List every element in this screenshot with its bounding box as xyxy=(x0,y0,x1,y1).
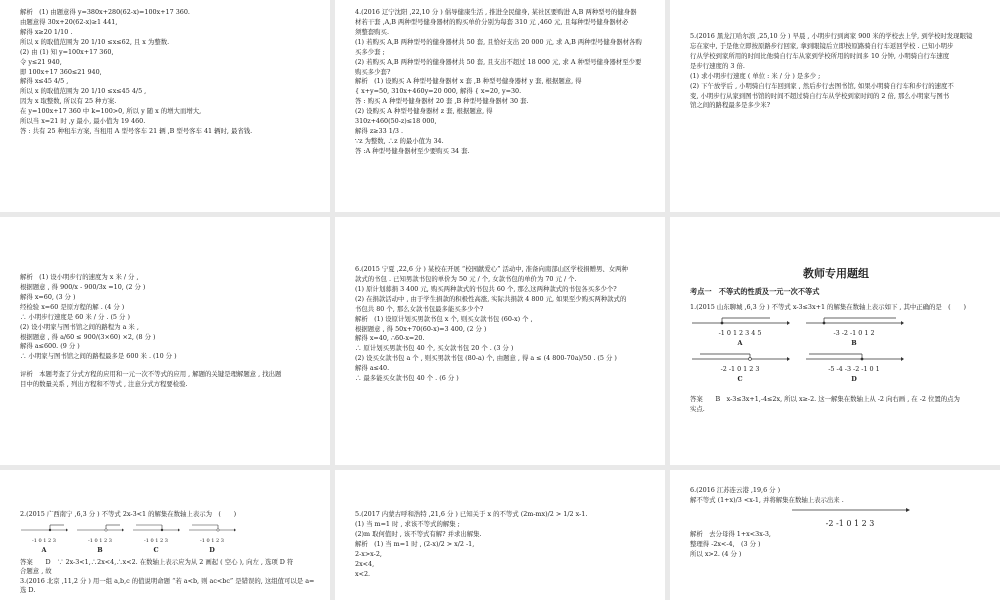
panel-problem-5b xyxy=(335,470,665,600)
number-line-option xyxy=(76,524,124,556)
number-line-ticks: -2 -1 0 1 2 3 xyxy=(825,518,875,528)
text-line: 所以 x 的取值范围为 20 1/10 ≤x≤45 4/5 , xyxy=(20,87,147,96)
text-line: 书包共 80 个, 那么女款书包最多能买多少个? xyxy=(355,304,484,313)
text-line: ∴ 小明步行速度是 60 米 / 分 . (5 分 ) xyxy=(20,312,130,321)
option-label: A xyxy=(737,339,743,348)
text-line: 须整套购买. xyxy=(355,27,389,36)
text-line: 购买多少套? xyxy=(355,67,391,76)
text-line: x<2. xyxy=(355,569,371,578)
option-label: B xyxy=(851,339,857,348)
text-line: 变, 小明步行从家到图书馆的时间不超过骑自行车从学校到家时间的 2 倍, 那么小明家与图书 xyxy=(690,91,950,100)
text-line: 解得 x≥20 1/10 . xyxy=(20,27,73,36)
text-line: (2) 设购买 A 种型号健身器材 z 套, 根据题意, 得 xyxy=(355,107,493,116)
number-line-option xyxy=(690,353,790,385)
text-line: 解不等式 (1+x)/3 <x-1, 并将解集在数轴上表示出来 . xyxy=(690,495,844,504)
text-line: 解得 z≥33 1/3 . xyxy=(355,127,404,136)
number-line-figure xyxy=(790,506,910,530)
text-line: (2)m 取何值时 , 该不等式有解? 并求出解集. xyxy=(355,529,482,538)
text-line: 解得 x=60, (3 分 ) xyxy=(20,292,76,301)
text-line: 310z+460(50-z)≤18 000, xyxy=(355,117,437,126)
text-line: 馆之间的路程最多是多少米? xyxy=(690,101,771,110)
text-line: 6.(2016 江苏连云港 ,19,6 分 ) xyxy=(690,486,781,494)
text-line: ∴ 最多能买女款书包 40 个 . (6 分 ) xyxy=(355,374,459,383)
text-line: 目中的数量关系 , 列出方程和不等式 , 注意分式方程要检验. xyxy=(20,380,188,389)
option-label: D xyxy=(209,545,215,554)
text-line: 买多少套 ; xyxy=(355,47,385,56)
text-line: (2) 设小明家与图书馆之间的路程为 a 米 , xyxy=(20,322,139,331)
number-line-option xyxy=(690,317,790,349)
answer-text: 答案 D ∵ 2x-3<1,∴2x<4,∴x<2. 在数轴上表示应为从 2 画起 ( 空心 ), 向左 , 选项 D 符 xyxy=(20,557,294,566)
text-line: 令 y≤21 940, xyxy=(20,57,62,66)
text-line: ∵z 为整数, ∴z 的最小值为 34. xyxy=(355,136,444,145)
number-line-icon xyxy=(804,353,904,365)
text-line: 在 y=100x+17 360 中 k=100>0, 所以 y 随 x 的增大而增大, xyxy=(20,107,202,116)
number-line-icon xyxy=(132,524,180,534)
text-line: 答 : 共有 25 种租车方案, 当租用 A 型号客车 21 辆 ,B 型号客车 41 辆时, 最省钱. xyxy=(20,127,253,136)
text-line: 5.(2017 内蒙古呼和浩特 ,21,6 分 ) 已知关于 x 的不等式 (2m-mx)/2 > 1/2 x-1. xyxy=(355,510,588,518)
panel-problem-6 xyxy=(335,217,665,465)
text-line: 解析 (1) 当 m=1 时 , (2-x)/2 > x/2 -1, xyxy=(355,539,475,548)
number-line-row xyxy=(690,317,982,349)
section-title: 教师专用题组 xyxy=(803,267,869,280)
panel-problem-6b xyxy=(670,470,1000,600)
answer-side-note: 选 D. xyxy=(20,586,36,594)
text-line: (2) 在捐款活动中 , 由于学生捐款的积极性高涨, 实际共捐款 4 800 元, 如果至少购买两种款式的 xyxy=(355,294,627,303)
number-line-ticks: -3 -2 -1 0 1 2 xyxy=(833,329,875,338)
panel-solution-5 xyxy=(0,217,330,465)
number-line-ticks: -1 0 1 2 3 xyxy=(32,537,56,544)
text-line: (2) 设买女款书包 a 个 , 则买男款书包 (80-a) 个, 由题意 , 得 a ≤ (4 800-70a)/50 . (5 分 ) xyxy=(355,354,617,363)
number-line-option xyxy=(804,353,904,385)
number-line-row xyxy=(20,524,312,556)
text-line: 款式的书包 . 已知男款书包的单价为 50 元 / 个, 女款书包的单价为 70 元 / 个. xyxy=(355,274,577,283)
number-line-ticks: -2 -1 0 1 2 3 xyxy=(720,364,760,373)
option-label: C xyxy=(153,545,159,554)
text-line: 是步行速度的 3 倍. xyxy=(690,61,745,70)
number-line-icon xyxy=(790,506,910,514)
option-label: A xyxy=(41,545,47,554)
text-line: 所以 x 的取值范围为 20 1/10 ≤x≤62, 且 x 为整数. xyxy=(20,37,170,46)
text-line: 答 : 购买 A 种型号健身器材 20 套 ,B 种型号健身器材 30 套. xyxy=(355,97,529,106)
number-line-icon xyxy=(20,524,68,534)
option-label: B xyxy=(97,545,103,554)
text-line: 由题意得 30x+20(62-x)≥1 441, xyxy=(20,17,118,26)
text-line: 解析 (1) 设购买 A 种型号健身器材 x 套 ,B 种型号健身器材 y 套, 根据题意, 得 xyxy=(355,77,582,86)
text-line: 5.(2016 黑龙江哈尔滨 ,25,10 分 ) 早晨 , 小明步行到离家 900 米的学校去上学, 到学校时发现眼镜 xyxy=(690,32,973,40)
text-line: ∴ 小明家与图书馆之间的路程最多是 600 米 . (10 分 ) xyxy=(20,352,177,361)
text-line: 解得 a≤600. (9 分 ) xyxy=(20,342,80,351)
panel-problem-4 xyxy=(335,0,665,212)
text-line: 解析 去分母得 1+x<3x-3, xyxy=(690,530,771,539)
text-line: { x+y=50, 310x+460y=20 000, 解得 { x=20, y=30. xyxy=(355,87,522,96)
text-line: 忘在家中, 于是他立即按原路步行回家, 拿到眼镜后立即按原路骑自行车返回学校 . 已知小明步 xyxy=(690,41,954,50)
text-line: 解析 (1) 由题意得 y=380x+280(62-x)=100x+17 360. xyxy=(20,8,190,16)
number-line-icon xyxy=(804,317,904,329)
answer-text: 3.(2016 北京 ,11,2 分 ) 用一组 a,b,c 的值说明命题 “若 a<b, 则 ac<bc” 是错误的, 这组值可以是 a= xyxy=(20,577,315,586)
text-line: (2) 下午放学后 , 小明骑自行车回到家 , 然后步行去图书馆, 如果小明骑自行车和步行的速度不 xyxy=(690,81,954,90)
text-line: 根据题意 , 得 50x+70(60-x)=3 400, (2 分 ) xyxy=(355,324,487,333)
text-line: 答 :A 种型号健身器材至少要购买 34 套. xyxy=(355,146,470,155)
panel-problem-2 xyxy=(0,470,330,600)
question-text: 1.(2015 山东聊城 ,6,3 分 ) 不等式 x-3≤3x+1 的解集在数轴上表示如下 , 其中正确的是 ( ) xyxy=(690,303,966,312)
number-line-option xyxy=(20,524,68,556)
number-line-ticks: -1 0 1 2 3 xyxy=(144,537,168,544)
text-line: 解得 x≤45 4/5 , xyxy=(20,77,69,86)
answer-text: 答案 B x-3≤3x+1,-4≤2x, 所以 x≥-2. 这一解集在数轴上从 -2 向右画 , 在 -2 位置的点为 xyxy=(690,394,960,403)
text-line: (1) 原计划募捐 3 400 元, 购买两种款式的书包共 60 个, 那么这两种款式的书包各买多少个? xyxy=(355,284,617,293)
number-line-icon xyxy=(690,353,790,365)
text-line: 6.(2015 宁夏 ,22,6 分 ) 某校在开展 “校园献爱心” 活动中, 准备向南部山区学校捐赠男、女两种 xyxy=(355,265,628,273)
number-line-row xyxy=(690,353,982,385)
number-line-ticks: -5 -4 -3 -2 -1 0 1 xyxy=(828,364,880,373)
answer-text: 实点. xyxy=(690,404,705,413)
panel-problem-5 xyxy=(670,0,1000,212)
text-line: 所以当 x=21 时 ,y 最小, 最小值为 19 460. xyxy=(20,117,146,126)
text-line: (2) 由 (1) 知 y=100x+17 360, xyxy=(20,47,114,56)
text-line: 2x<4, xyxy=(355,559,375,568)
text-line: 根据题意 , 得 a/60 ≤ 900/(3×60) ×2, (8 分 ) xyxy=(20,332,156,341)
number-line-icon xyxy=(188,524,236,534)
panel-solution-1 xyxy=(0,0,330,212)
text-line: 即 100x+17 360≤21 940, xyxy=(20,67,102,76)
number-line-option xyxy=(188,524,236,556)
number-line-icon xyxy=(76,524,124,534)
text-line: (1) 若购买 A,B 两种型号的健身器材共 50 套, 且恰好支出 20 000 元, 求 A,B 两种型号健身器材各购 xyxy=(355,37,642,46)
text-line: 因为 x 取整数, 所以有 25 种方案. xyxy=(20,97,117,106)
text-line: 2-x>x-2, xyxy=(355,549,382,558)
number-line-ticks: -1 0 1 2 3 xyxy=(200,537,224,544)
text-line: 根据题意 , 得 900/x - 900/3x =10, (2 分 ) xyxy=(20,282,146,291)
text-line: 经检验 x=60 是原方程的解 . (4 分 ) xyxy=(20,302,125,311)
answer-text: 合题意 , 故 xyxy=(20,567,52,576)
text-line: 材若干套 ,A,B 两种型号健身器材的购买单价分别为每套 310 元 ,460 元, 且每种型号健身器材必 xyxy=(355,17,629,26)
text-line: 解得 x=40, ∴60-x=20. xyxy=(355,334,425,343)
text-line: ∴ 原计划买男款书包 40 个, 买女款书包 20 个 . (3 分 ) xyxy=(355,344,514,353)
text-line: (1) 当 m=1 时 , 求该不等式的解集 ; xyxy=(355,519,460,528)
text-line: (1) 求小明步行速度 ( 单位 : 米 / 分 ) 是多少 ; xyxy=(690,71,821,80)
panel-teacher-section xyxy=(670,217,1000,465)
text-line: 整理得 -2x<-4, (3 分 ) xyxy=(690,540,761,549)
number-line-icon xyxy=(690,317,790,329)
option-label: D xyxy=(851,374,857,383)
section-subtitle: 考点一 不等式的性质及一元一次不等式 xyxy=(690,287,820,297)
text-line: 评析 本题考查了分式方程的应用和一元一次不等式的应用 , 解题的关键是理解题意 , 找出题 xyxy=(20,370,282,379)
option-label: C xyxy=(737,374,743,383)
text-line: 4.(2016 辽宁沈阳 ,22,10 分 ) 倡导健康生活 , 推进全民健身, 某社区要购进 A,B 两种型号的健身器 xyxy=(355,8,637,16)
text-line: 解得 a≤40. xyxy=(355,364,390,373)
text-line: 所以 x>2. (4 分 ) xyxy=(690,550,742,558)
number-line-option xyxy=(132,524,180,556)
text-line: 解析 (1) 设小明步行的速度为 x 米 / 分 , xyxy=(20,273,139,281)
text-line: 解析 (1) 设原计划买男款书包 x 个, 则买女款书包 (60-x) 个 , xyxy=(355,314,533,323)
number-line-option xyxy=(804,317,904,349)
text-line: (2) 若购买 A,B 两种型号的健身器材共 50 套, 且支出不超过 18 000 元, 求 A 种型号健身器材至少要 xyxy=(355,57,642,66)
text-line: 行从学校到家所用的时间比他骑自行车从家到学校所用的时间多 10 分钟, 小明骑自行车速度 xyxy=(690,51,950,60)
question-text: 2.(2015 广西南宁 ,6,3 分 ) 不等式 2x-3<1 的解集在数轴上表示为 ( ) xyxy=(20,510,237,518)
number-line-ticks: -1 0 1 2 3 xyxy=(88,537,112,544)
number-line-ticks: -1 0 1 2 3 4 5 xyxy=(718,329,762,338)
